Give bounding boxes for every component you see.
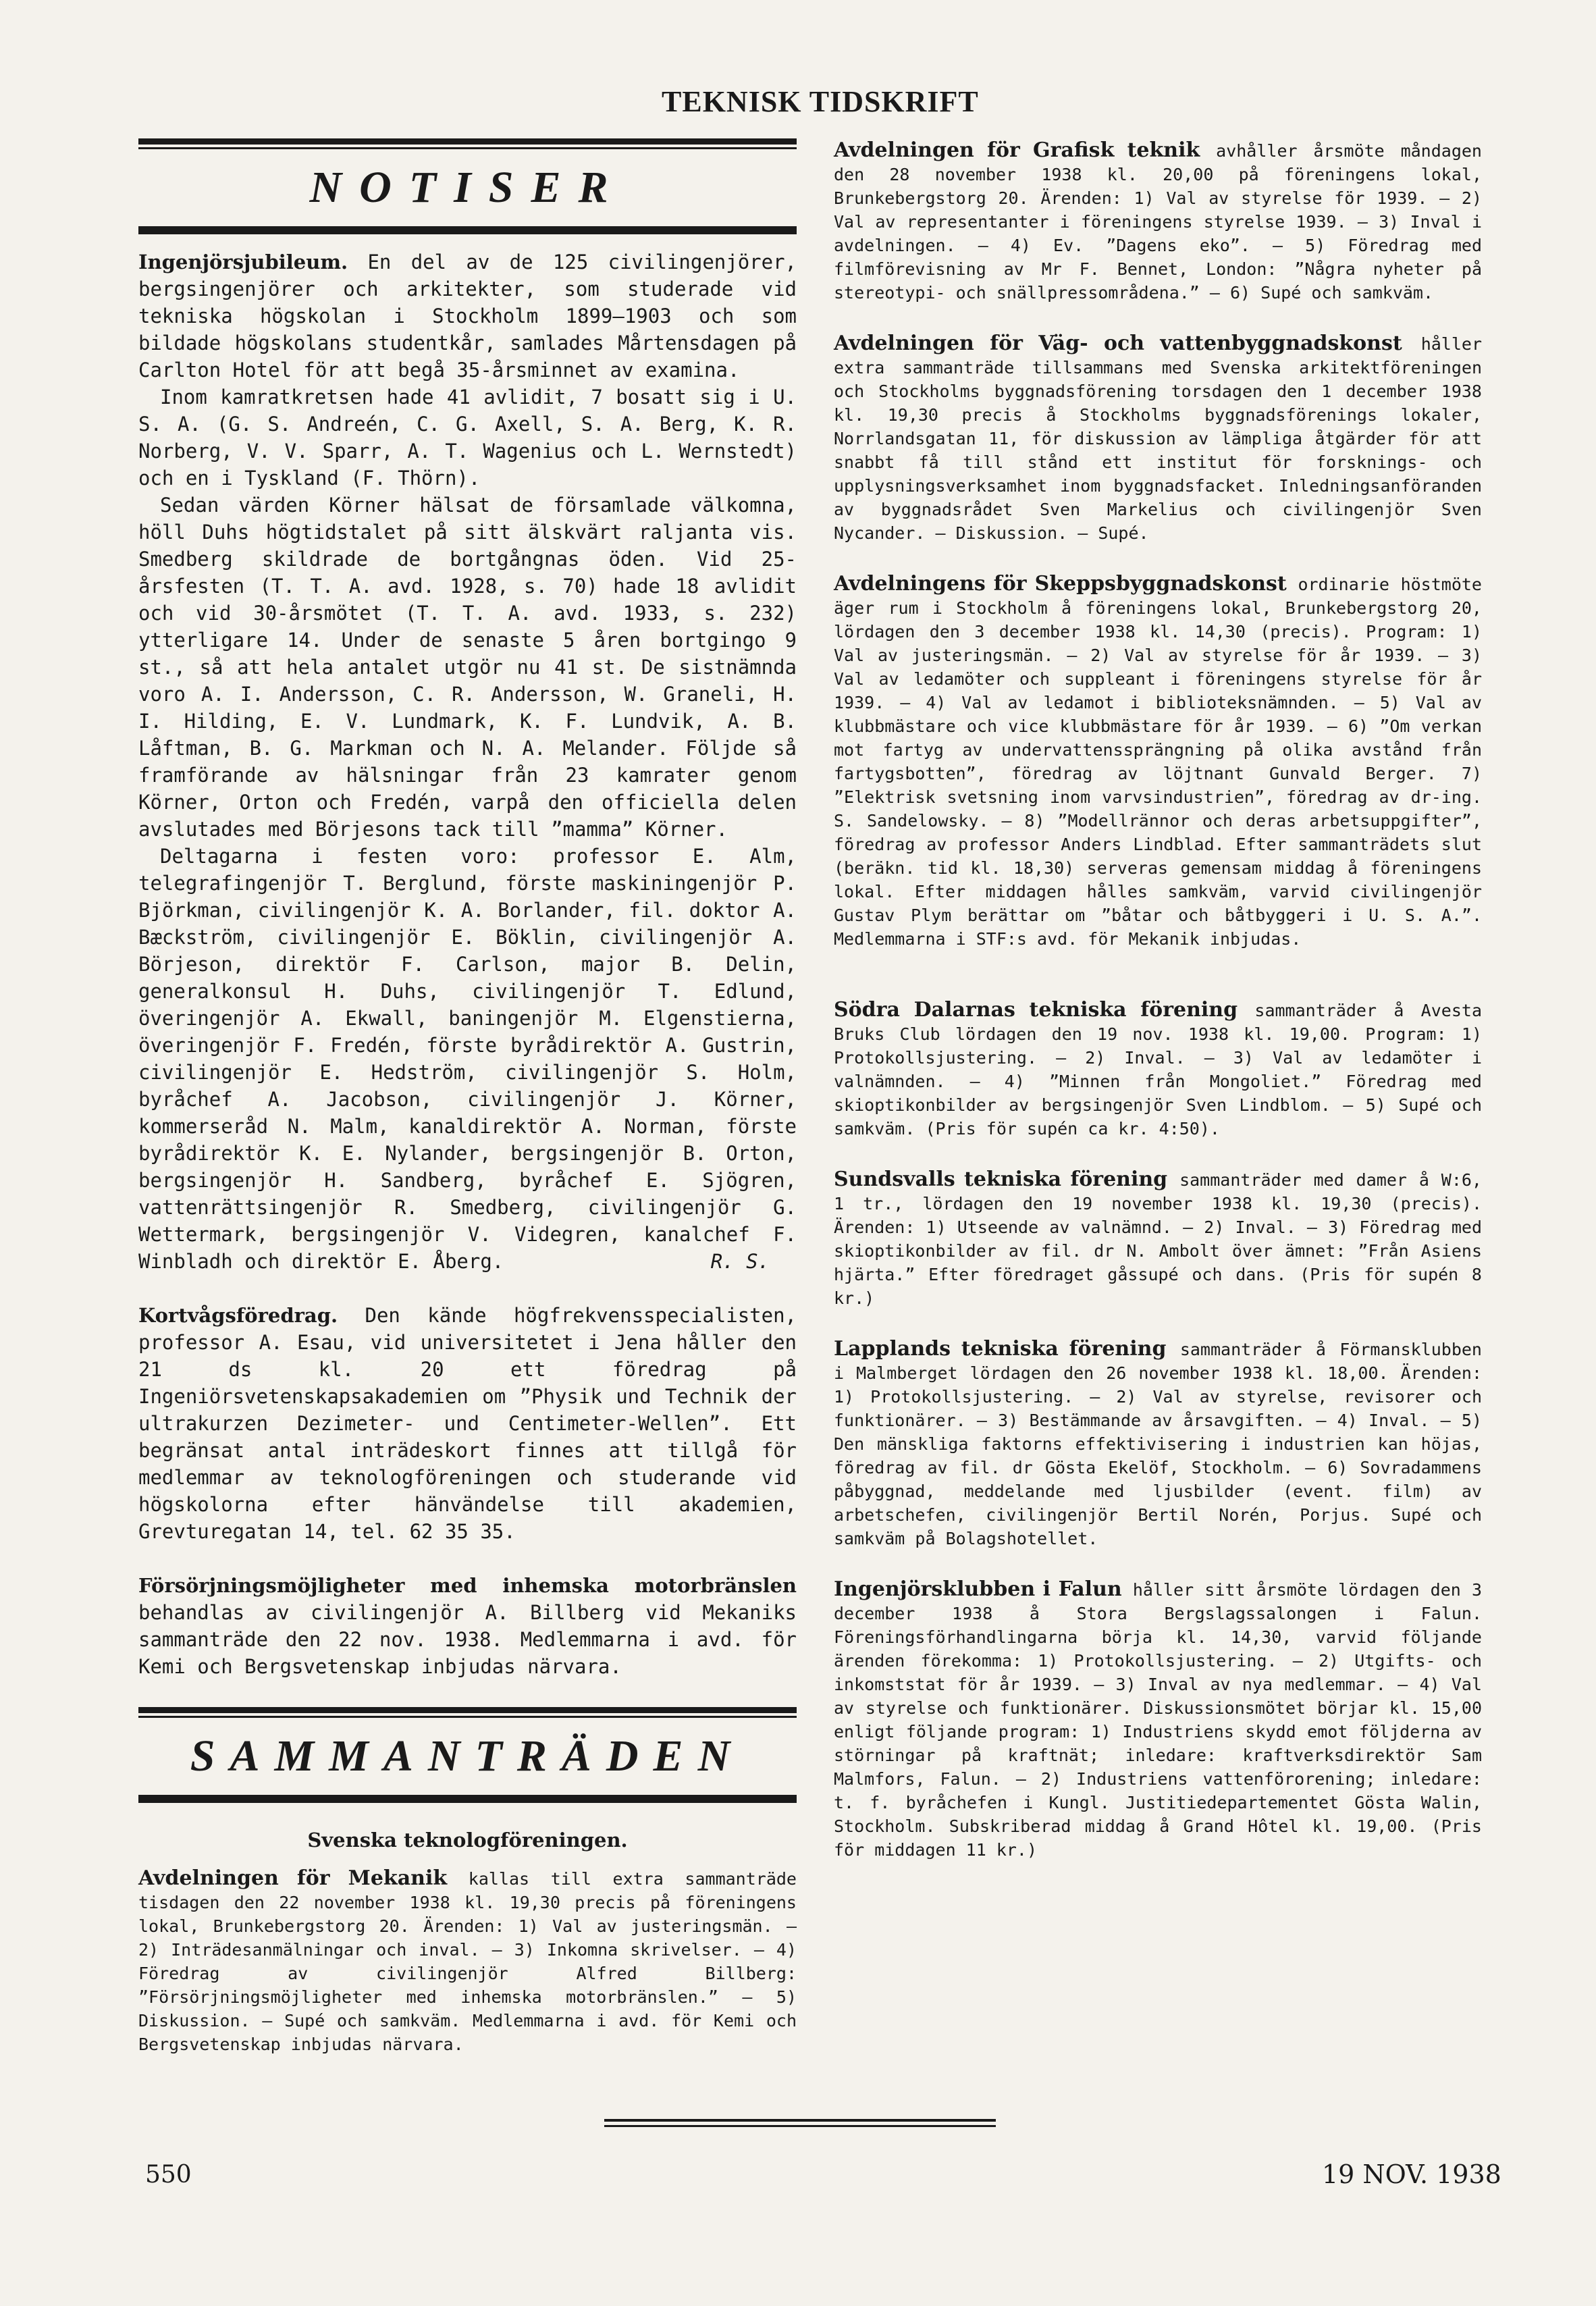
- notice-lead: Försörjningsmöjligheter med inhemska motorbränslen: [138, 1574, 797, 1597]
- subheading-teknologforeningen: Svenska teknologföreningen.: [307, 1829, 628, 1852]
- meeting-sundsvall: [834, 1168, 1482, 1310]
- footer-rule: [604, 2119, 996, 2127]
- notice-text: behandlas av civilingenjör A. Billberg vid Mekaniks sammanträde den 22 nov. 1938. Medlemmarna i avd. för Kemi och Bergsvetenskap inbjudas närvara.: [138, 1601, 797, 1678]
- notice-paragraph: Deltagarna i festen voro: professor E. Alm, telegrafingenjör T. Berglund, förste maskiningenjör P. Björkman, civilingenjör K. A. Borlander, fil. doktor A. Bæckström, civilingenjör E. Böklin, civilingenjör A. Börjeson, direktör F. Carlson, major B. Delin, generalkonsul H. Duhs, civilingenjör T. Edlund, överingenjör A. Ekwall, baningenjör M. Elgenstierna, överingenjör F. Fredén, förste byrådirektör A. Gustrin, civilingenjör E. Hedström, civilingenjör S. Holm, byråchef A. Jacobson, civilingenjör J. Körner, kommerseråd N. Malm, kanaldirektör A. Norman, förste byrådirektör K. E. Nylander, bergsingenjör B. Orton, bergsingenjör H. Sandberg, byråchef E. Sjögren, vattenrättsingenjör R. Smedberg, civilingenjör G. Wettermark, bergsingenjör V. Videgren, kanalchef F. Winbladh och direktör E. Åberg.: [138, 845, 797, 1273]
- header-rule: [138, 1707, 797, 1713]
- meeting-text: sammanträder med damer å W:6, 1 tr., lördagen den 19 november 1938 kl. 19,30 (precis). Ärenden: 1) Utseende av valnämnd. — 2) Inval. — 3) Föredrag med skioptikonbilder av fil. dr N. Ambolt över ämnet: ”Från Asiens hjärta.” Efter föredraget gåssupé och dans. (Pris för supén 8 kr.): [834, 1170, 1482, 1308]
- notice-lead: Ingenjörsjubileum.: [138, 251, 348, 273]
- left-column: [138, 138, 797, 2056]
- sammantraden-header: [138, 1707, 797, 1815]
- meeting-text: sammanträder å Förmansklubben i Malmberget lördagen den 26 november 1938 kl. 18,00. Ärenden: 1) Protokollsjustering. — 2) Val av styrelse, revisorer och funktionärer. — 3) Bestämmande av årsavgiften. — 4) Inval. — 5) Den mänskliga faktorns effektivisering i industrien kan höjas, föredrag av fil. dr Gösta Ekelöf, Stockholm. — 6) Sovradammens påbyggnad, meddelande med ljusbilder (event. film) av arbetschefen, civilingenjör Bertil Norén, Porjus. Supé och samkväm på Bolagshotellet.: [834, 1340, 1482, 1548]
- meeting-lead: Ingenjörsklubben i Falun: [834, 1577, 1122, 1601]
- notice-text: En del av de 125 civilingenjörer, bergsingenjörer och arkitekter, som studerade vid tekniska högskolan i Stockholm 1899—1903 och som bildade högskolans studentkår, samlades Mårtensdagen på Carlton Hotel för att begå 35-årsminnet av examina.: [138, 251, 797, 382]
- notice-paragraph: Sedan värden Körner hälsat de församlade välkomna, höll Duhs högtidstalet på sitt älskvärt raljanta vis. Smedberg skildrade de bortgångnas öden. Vid 25-årsfesten (T. T. A. avd. 1928, s. 70) hade 18 avlidit och vid 30-årsmötet (T. T. A. avd. 1933, s. 232) ytterligare 14. Under de senaste 5 åren bortgingo 9 st., så att hela antalet utgör nu 41 st. De sistnämnda voro A. I. Andersson, C. R. Andersson, W. Graneli, H. I. Hilding, E. V. Lundmark, K. F. Lundvik, A. B. Låftman, B. G. Markman och N. A. Melander. Följde så framförande av hälsningar från 23 kamrater genom Körner, Orton och Fredén, varpå den officiella delen avslutades med Börjesons tack till ”mamma” Körner.: [138, 494, 797, 841]
- meeting-mekanik: [138, 1866, 797, 2056]
- notice-kortvag: [138, 1302, 797, 1545]
- header-rule: [138, 138, 797, 145]
- section-title-sammantraden: SAMMANTRÄDEN: [190, 1731, 745, 1781]
- notiser-header: [138, 138, 797, 236]
- right-column: [834, 138, 1482, 1889]
- meeting-lead: Avdelningens för Skeppsbyggnadskonst: [834, 572, 1287, 596]
- meeting-lead: Lapplands tekniska förening: [834, 1337, 1167, 1361]
- page-number: 550: [145, 2161, 192, 2189]
- meeting-text: håller sitt årsmöte lördagen den 3 december 1938 å Stora Bergslagssalongen i Falun. Föreningsförhandlingarna börja kl. 14,30, varvid följande ärenden förekomma: 1) Protokollsjustering. — 2) Utgifts- och inkomststat för år 1939. — 3) Inval av nya medlemmar. — 4) Val av styrelse och funktionärer. Diskussionsmötet börjar kl. 15,00 enligt följande program: 1) Industriens skydd emot följderna av störningar på kraftnät; inledare: kraftverksdirektör Sam Malmfors, Falun. — 2) Industriens vattenförorening; inledare: t. f. byråchefen i Kungl. Justitiedepartementet Gösta Walin, Stockholm. Subskriberad middag å Grand Hôtel kl. 19,00. (Pris för middagen 11 kr.): [834, 1580, 1482, 1860]
- meeting-text: kallas till extra sammanträde tisdagen den 22 november 1938 kl. 19,30 precis på föreningens lokal, Brunkebergstorg 20. Ärenden: 1) Val av justeringsmän. — 2) Inträdesanmälningar och inval. — 3) Inkomna skrivelser. — 4) Föredrag av civilingenjör Alfred Billberg: ”Försörjningsmöjligheter med inhemska motorbränslen.” — 5) Diskussion. — Supé och samkväm. Medlemmarna i avd. för Kemi och Bergsvetenskap inbjudas närvara.: [138, 1869, 797, 2054]
- meeting-text: håller extra sammanträde tillsammans med Svenska arkitektföreningen och Stockholms byggnadsförening torsdagen den 1 december 1938 kl. 19,30 precis å Stockholms byggnadsförenings lokaler, Norrlandsgatan 11, för diskussion av lämpliga åtgärder för att snabbt få till stånd ett institut för forsknings- och upplysningsverksamhet inom byggnadsfacket. Inledningsanföranden av byggnadsrådet Sven Markelius och civilingenjör Sven Nycander. — Diskussion. — Supé.: [834, 334, 1482, 543]
- meeting-text: ordinarie höstmöte äger rum i Stockholm å föreningens lokal, Brunkebergstorg 20, lördagen den 3 december 1938 kl. 14,30 (precis). Program: 1) Val av justeringsmän. — 2) Val av styrelse för år 1939. — 3) Val av ledamöter och suppleant i föreningens styrelse för år 1939. — 4) Val av ledamot i biblioteksnämnden. — 5) Val av klubbmästare och vice klubbmästare för år 1939. — 6) ”Om verkan mot fartyg av undervattenssprängning på olika avstånd från fartygsbotten”, föredrag av löjtnant Gunvald Berger. 7) ”Elektrisk svetsning inom varvsindustrien”, föredrag av dr-ing. S. Sandelowsky. — 8) ”Modellrännor och deras arbetsuppgifter”, föredrag av professor Anders Lindblad. Efter sammanträdets slut (beräkn. tid kl. 18,30) serveras gemensam middag å föreningens lokal. Efter middagen hålles samkväm, varvid civilingenjör Gustav Plym berättar om ”båtar och båtbyggeri i U. S. A.”. Medlemmarna i STF:s avd. för Mekanik inbjudas.: [834, 575, 1482, 949]
- meeting-vag-vatten: [834, 332, 1482, 545]
- notice-lead: Kortvågsföredrag.: [138, 1304, 338, 1327]
- notice-forsorjning: [138, 1572, 797, 1680]
- header-rule: [138, 1797, 797, 1803]
- meeting-lead: Södra Dalarnas tekniska förening: [834, 998, 1238, 1022]
- author-signature: R. S.: [710, 1250, 770, 1273]
- notice-paragraph: Inom kamratkretsen hade 41 avlidit, 7 bosatt sig i U. S. A. (G. S. Andreén, C. G. Axell, S. A. Berg, K. R. Norberg, V. V. Sparr, A. T. Wagenius och L. Wernstedt) och en i Tyskland (F. Thörn).: [138, 386, 797, 490]
- notice-text: Den kände högfrekvensspecialisten, professor A. Esau, vid universitetet i Jena håller den 21 ds kl. 20 ett föredrag på Ingeniörsvetenskapsakademien om ”Physik und Technik der ultrakurzen Dezimeter- und Centimeter-Wellen”. Ett begränsat antal inträdeskort finnes att tillgå för medlemmar av teknologföreningen och studerande vid högskolorna efter hänvändelse till akademien, Grevturegatan 14, tel. 62 35 35.: [138, 1304, 797, 1543]
- journal-title: TEKNISK TIDSKRIFT: [662, 85, 979, 118]
- meeting-grafisk: [834, 138, 1482, 305]
- meeting-sodra-dalarna: [834, 998, 1482, 1141]
- meeting-lead: Sundsvalls tekniska förening: [834, 1168, 1168, 1191]
- notice-jubileum: [138, 248, 797, 1275]
- meeting-text: sammanträder å Avesta Bruks Club lördagen den 19 nov. 1938 kl. 19,00. Program: 1) Protokollsjustering. — 2) Inval. — 3) Val av ledamöter i valnämnden. — 4) ”Minnen från Mongoliet.” Föredrag med skioptikonbilder av bergsingenjör Sven Lindblom. — 5) Supé och samkväm. (Pris för supén ca kr. 4:50).: [834, 1001, 1482, 1138]
- meeting-falun: [834, 1577, 1482, 1862]
- issue-date: 19 NOV. 1938: [1322, 2159, 1501, 2189]
- meeting-lead: Avdelningen för Grafisk teknik: [834, 138, 1200, 162]
- header-rule: [138, 228, 797, 234]
- meeting-lead: Avdelningen för Väg- och vattenbyggnadskonst: [834, 332, 1402, 355]
- meeting-lead: Avdelningen för Mekanik: [138, 1866, 448, 1890]
- meeting-skeppsbyggnad: [834, 572, 1482, 951]
- section-title-notiser: NOTISER: [309, 163, 626, 212]
- meeting-text: avhåller årsmöte måndagen den 28 november 1938 kl. 20,00 på föreningens lokal, Brunkebergstorg 20. Ärenden: 1) Val av styrelse för 1939. — 2) Val av representanter i föreningens styrelse 1939. — 3) Inval i avdelningen. — 4) Ev. ”Dagens eko”. — 5) Föredrag med filmförevisning av Mr F. Bennet, London: ”Några nyheter på stereotypi- och snällpressområdena.” — 6) Supé och samkväm.: [834, 141, 1482, 303]
- meeting-lappland: [834, 1337, 1482, 1550]
